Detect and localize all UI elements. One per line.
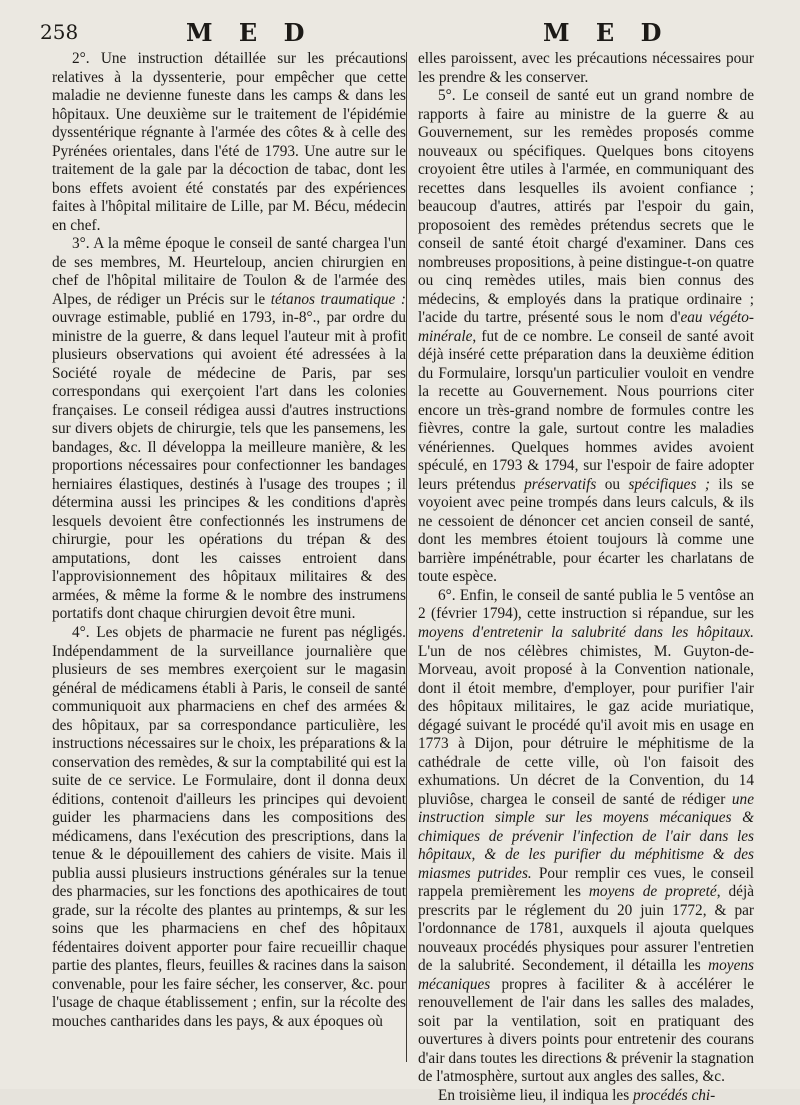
text-run: 2°. Une instruction détaillée sur les précautions relatives à la dyssenterie, pour empêcher que cette maladie ne devienne funeste dans les camps & dans les hôpitaux. Une deuxième sur le traitement de l'épidémie dyssentérique régnante à l'armée des côtes & à celle des Pyrénées orientales, dans l'été de 1793. Une autre sur le traitement de la gale par la décoction de tabac, dont les bons effets avoient été constatés par des expériences faites à l'hôpital militaire de Lille, par M. Bécu, médecin en chef. <box>52 50 406 234</box>
italic-text: eau végéto-minérale <box>418 309 754 345</box>
paragraph <box>418 87 754 587</box>
text-run: En troisième lieu, il indiqua les <box>438 1086 633 1104</box>
italic-text: procédés chi- <box>633 1086 716 1104</box>
text-run: L'un de nos célèbres chimistes, M. Guyton-de-Morveau, avoit proposé à la Convention nationale, dont il étoit membre, d'employer, pour purifier l'air des hôpitaux militaires, le gaz acide muriatique, dégagé suivant le procédé qu'il avoit mis en usage en 1773 à Dijon, pour détruire le méphitisme de la cathédrale de cette ville, où l'on faisoit des exhumations. Un décret de la Convention, du 14 pluviôse, chargea le conseil de santé de rédiger <box>418 642 754 808</box>
text-run: ouvrage estimable, publié en 1793, in-8°., par ordre du ministre de la guerre, & dans lequel l'auteur mit à profit plusieurs observations qui avoient été adressées à la Société royale de médecine de Paris, par ses correspondans qui exerçoient l'art dans les colonies françaises. Le conseil rédigea aussi d'autres instructions sur divers objets de chirurgie, tels que les pansemens, les bandages, &c. Il développa la meilleure manière, & les proportions nécessaires pour confectionner les bandages herniaires élastiques, destinés à l'usage des troupes ; il détermina aussi les principes & les conditions d'après lesquels devoient être confectionnés les instrumens de chirurgie, pour les opérations du trépan & des amputations, dont les caisses entroient dans l'approvisionnement des hôpitaux militaires & des armées, & même la forme & le nombre des instrumens portatifs dont chaque chirurgien devoit être muni. <box>52 309 406 623</box>
running-head-left: M E D <box>186 18 314 47</box>
paragraph <box>52 624 406 1031</box>
paragraph <box>418 587 754 1087</box>
text-run: 3°. A la même époque le conseil de santé chargea l'un de ses membres, M. Heurteloup, ancien chirurgien en chef de l'hôpital militaire de Toulon & de l'armée des Alpes, de rédiger un Précis sur le <box>52 235 406 308</box>
italic-text: tétanos traumatique : <box>270 290 406 308</box>
italic-text: moyens d'entretenir la salubrité dans les hôpitaux. <box>418 623 754 641</box>
page-number: 258 <box>40 20 79 44</box>
left-column <box>52 50 406 1031</box>
paragraph <box>418 1087 754 1105</box>
italic-text: spécifiques ; <box>628 475 710 493</box>
text-run: 5°. Le conseil de santé eut un grand nombre de rapports à faire au ministre de la guerre & au Gouvernement, sur les remèdes proposés comme nouveaux ou spécifiques. Quelques bons citoyens croyoient être utiles à l'armée, en communiquant des recettes dans lesquelles ils avoient confiance ; beaucoup d'autres, attirés par l'espoir du gain, proposoient des remèdes prétendus secrets que le conseil de santé étoit chargé d'examiner. Dans ces nombreuses propositions, à peine distingue-t-on quatre ou cinq remèdes utiles, mais bien connus des médecins, & employés dans la pratique ordinaire ; l'acide du tartre, présenté sous le nom d' <box>418 87 754 327</box>
italic-text: moyens mécaniques <box>418 957 754 993</box>
italic-text: une instruction simple sur les moyens mécaniques & chimiques de prévenir l'infection de l'air dans les hôpitaux, & de les purifier du méphitisme & des miasmes putrides. <box>418 790 754 882</box>
text-run: ou <box>596 475 629 493</box>
text-run: , fut de ce nombre. Le conseil de santé avoit déjà inséré cette préparation dans la deuxième édition du Formulaire, lorsqu'un particulier vouloit en vendre la recette au Gouvernement. Nous pourrions citer encore un très-grand nombre de formules contre les fièvres, contre la gale, surtout contre les maladies vénériennes. Quelques hommes avides avoient spéculé, en 1793 & 1794, sur l'espoir de faire adopter leurs prétendus <box>418 327 754 493</box>
running-head-right: M E D <box>543 18 671 47</box>
paragraph <box>52 235 406 624</box>
text-run: , déjà prescrits par le réglement du 20 juin 1772, & par l'ordonnance de 1781, auxquels il ajouta quelques nouveaux procédés physiques pour assurer l'entretien de la salubrité. Secondement, il détailla les <box>418 883 754 975</box>
text-run: elles paroissent, avec les précautions nécessaires pour les prendre & les conserver. <box>418 50 754 86</box>
italic-text: moyens de propreté <box>588 883 717 901</box>
text-run: Pour remplir ces vues, le conseil rappela premièrement les <box>418 864 754 901</box>
column-divider <box>406 52 407 1062</box>
italic-text: préservatifs <box>524 475 597 493</box>
text-run: propres à faciliter & à accélérer le renouvellement de l'air dans les salles des malades, soit par la ventilation, soit en pratiquant des ouvertures à divers points pour entretenir des courans d'air dans toutes les directions & prévenir la stagnation de l'atmosphère, surtout aux angles des salles, &c. <box>418 975 754 1086</box>
text-run: 4°. Les objets de pharmacie ne furent pas négligés. Indépendamment de la surveillance journalière que plusieurs de ses membres exerçoient sur le magasin général de médicamens établi à Paris, le conseil de santé communiquoit aux pharmaciens en chef des armées & des hôpitaux, par sa correspondance particulière, les instructions nécessaires sur le choix, les préparations & la conservation des remèdes, & sur la comptabilité qui est la suite de ce service. Le Formulaire, dont il donna deux éditions, contenoit d'ailleurs les principes qui devoient guider les pharmaciens dans les compositions des médicamens, dans l'exécution des prescriptions, dans la tenue & le dépouillement des cahiers de visite. Mais il publia aussi plusieurs instructions générales sur la tenue des pharmacies, sur les fonctions des apothicaires de tout grade, sur la récolte des plantes au printemps, & sur les soins que les pharmaciens en chef des hôpitaux fédentaires doivent apporter pour faire recueillir chaque partie des plantes, fleurs, feuilles & racines dans la saison convenable, pour les faire sécher, les conserver, &c. pour l'usage de chaque établissement ; enfin, sur la récolte des mouches cantharides dans les pays, & aux époques où <box>52 623 406 1030</box>
right-column <box>418 50 754 1105</box>
paragraph <box>418 50 754 87</box>
text-run: ils se voyoient avec peine trompés dans leurs calculs, & ils ne cessoient de dénoncer cet ancien conseil de santé, dont les membres étoient toujours là comme une barrière impénétrable, pour écarter les charlatans de toute espèce. <box>418 475 755 586</box>
text-run: 6°. Enfin, le conseil de santé publia le 5 ventôse an 2 (février 1794), cette instruction si répandue, sur les <box>418 586 754 623</box>
paragraph <box>52 50 406 235</box>
